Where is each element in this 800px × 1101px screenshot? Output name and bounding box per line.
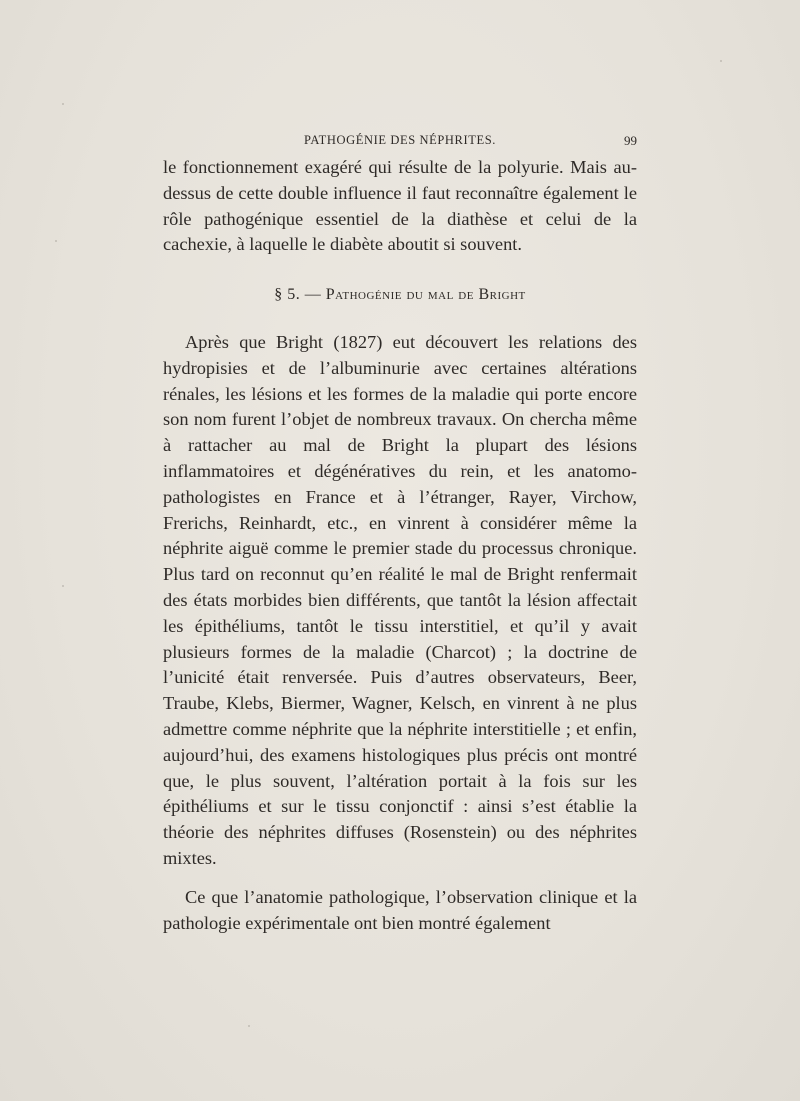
paper-speck [720, 60, 722, 62]
paragraph-bright [163, 330, 637, 872]
paragraph-3-text: Ce que l’anatomie pathologique, l’observation clinique et la pathologie expérimentale ont bien montré également [163, 887, 637, 933]
paragraph-1-text: le fonctionnement exagéré qui résulte de la polyurie. Mais au-dessus de cette double influence il faut reconnaître également le rôle pathogénique essentiel de la diathèse et celui de la cachexie, à laquelle le diabète aboutit si souvent. [163, 157, 637, 255]
paper-speck [62, 585, 64, 587]
paragraph-continuation [163, 155, 637, 258]
running-title: PATHOGÉNIE DES NÉPHRITES. [304, 133, 496, 147]
page-number: 99 [624, 133, 637, 148]
paper-speck [55, 240, 57, 242]
paper-speck [62, 103, 64, 105]
paragraph-2-text: Après que Bright (1827) eut découvert les relations des hydropisies et de l’albuminurie avec certaines altérations rénales, les lésions et les formes de la maladie qui porte encore son nom furent l’objet de nombreux travaux. On chercha même à rattacher au mal de Bright la plupart des lésions inflammatoires et dégénératives du rein, et les anatomo-pathologistes en France et à l’étranger, Rayer, Virchow, Frerichs, Reinhardt, etc., en vinrent à considérer même la néphrite aiguë comme le premier stade du processus chronique. Plus tard on reconnut qu’en réalité le mal de Bright renfermait des états morbides bien différents, que tantôt la lésion affectait les épithéliums, tantôt le tissu interstitiel, et qu’il y avait plusieurs formes de la maladie (Charcot) ; la doctrine de l’unicité était renversée. Puis d’autres observateurs, Beer, Traube, Klebs, Biermer, Wagner, Kelsch, en vinrent à ne plus admettre comme néphrite que la néphrite interstitielle ; et enfin, aujourd’hui, des examens histologiques plus précis ont montré que, le plus souvent, l’altération portait à la fois sur les épithéliums et sur le tissu conjonctif : ainsi s’est établie la théorie des néphrites diffuses (Rosenstein) ou des néphrites mixtes. [163, 332, 637, 868]
section-title: Pathogénie du mal de Bright [325, 286, 526, 303]
running-head [163, 133, 637, 153]
section-heading [163, 286, 637, 304]
section-number: § 5. — [274, 286, 322, 303]
paragraph-final [163, 885, 637, 937]
paper-speck [248, 1025, 250, 1027]
